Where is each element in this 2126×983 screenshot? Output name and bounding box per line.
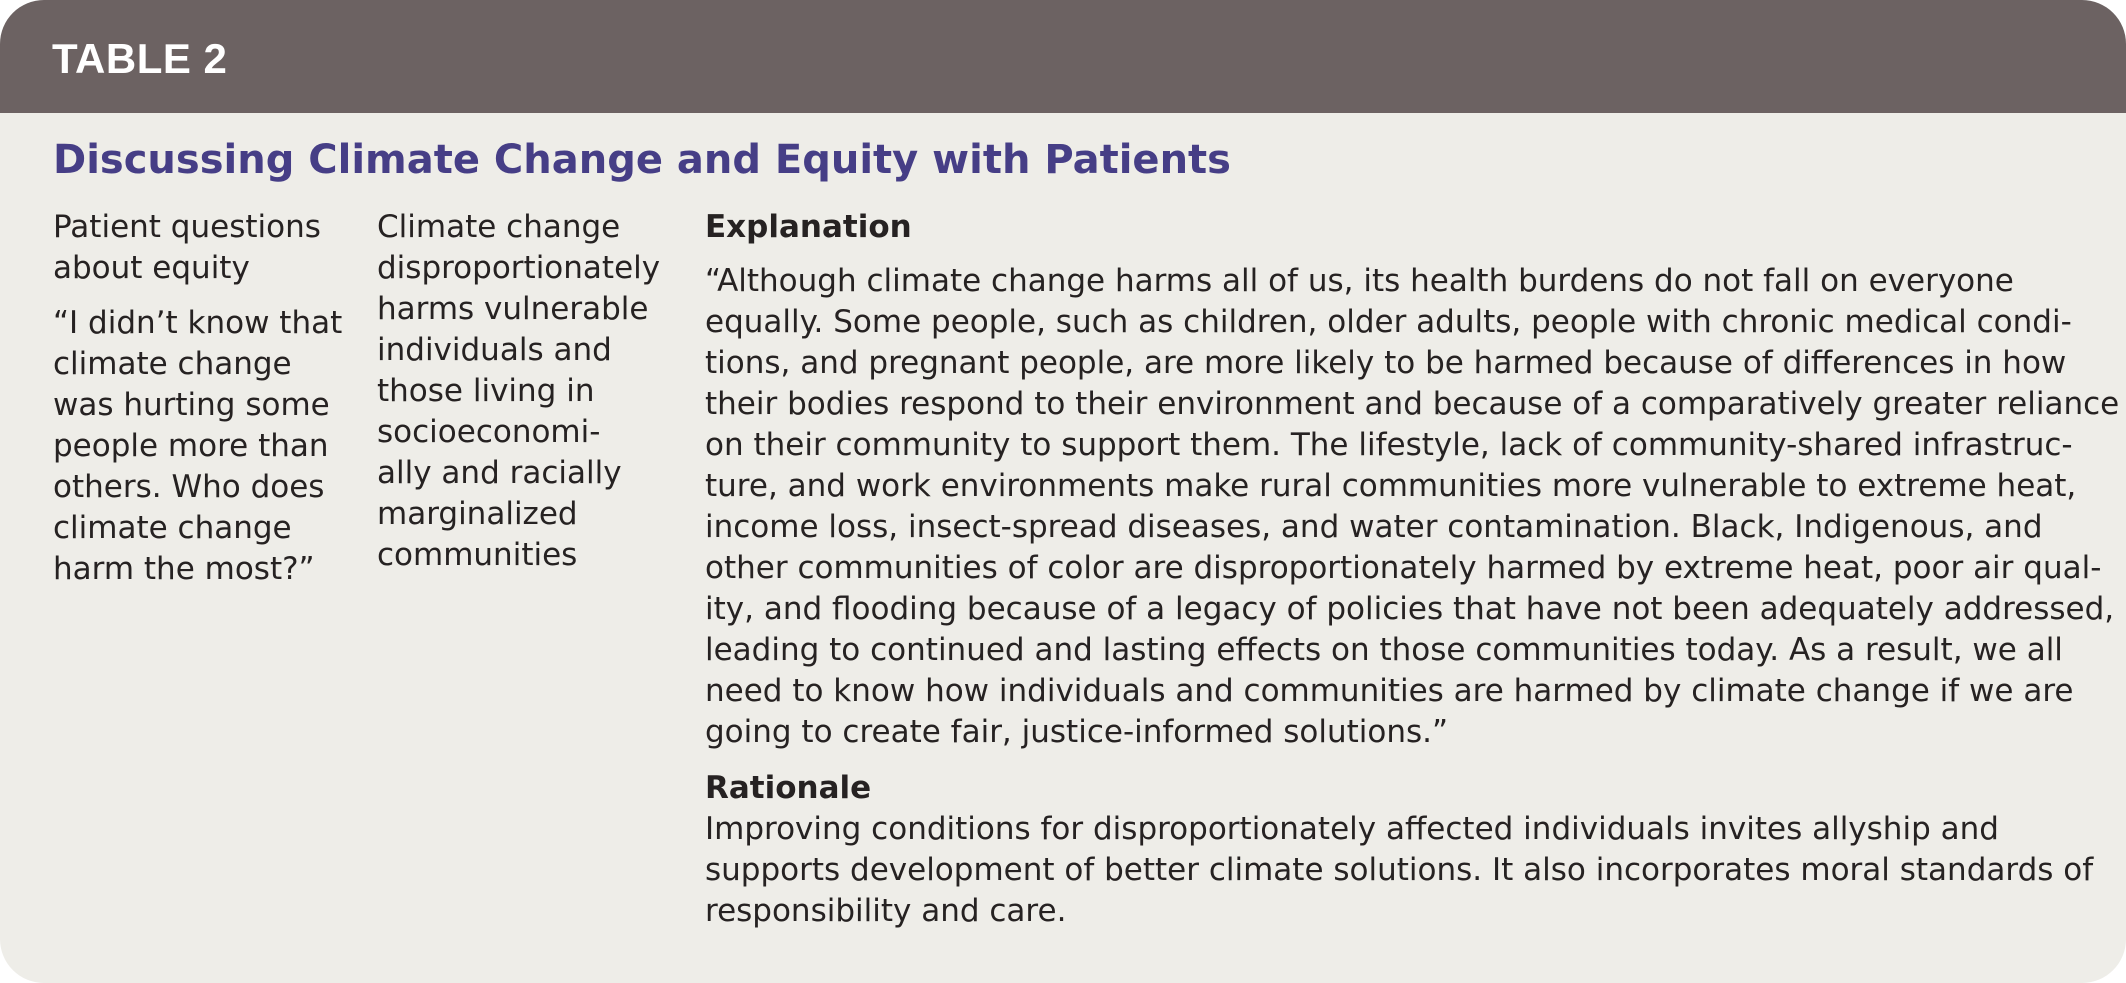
explanation-text <box>705 261 2120 753</box>
question-line: others. Who does <box>53 469 325 505</box>
rationale-text <box>705 809 2105 932</box>
rationale-line: Improving conditions for disproportionately affected individuals invites allyship and <box>705 811 1999 847</box>
key-point-text <box>377 207 677 576</box>
key-point-line: ally and racially <box>377 455 622 491</box>
explanation-line: going to create fair, justice-informed solutions.” <box>705 714 1449 750</box>
question-line: climate change <box>53 510 292 546</box>
explanation-line: tions, and pregnant people, are more likely to be harmed because of differences in how <box>705 345 2067 381</box>
key-point-line: those living in <box>377 373 595 409</box>
explanation-line: equally. Some people, such as children, older adults, people with chronic medical condi- <box>705 304 2072 340</box>
rationale-line: responsibility and care. <box>705 893 1067 929</box>
explanation-line: “Although climate change harms all of us, its health burdens do not fall on everyone <box>705 263 2014 299</box>
rationale-line: supports development of better climate solutions. It also incorporates moral standards of <box>705 852 2094 888</box>
key-point-line: Climate change <box>377 209 621 245</box>
table-title: Discussing Climate Change and Equity with Patients <box>53 137 1231 183</box>
explanation-line: on their community to support them. The lifestyle, lack of community-shared infrastruc- <box>705 427 2073 463</box>
question-line: harm the most?” <box>53 551 315 587</box>
category-line: about equity <box>53 250 250 286</box>
key-point-line: communities <box>377 537 578 573</box>
explanation-heading: Explanation <box>705 209 912 245</box>
column-key-point <box>377 207 677 576</box>
explanation-line: need to know how individuals and communities are harmed by climate change if we are <box>705 673 2074 709</box>
explanation-line: other communities of color are disproportionately harmed by extreme heat, poor air qual- <box>705 550 2102 586</box>
column-category <box>53 207 353 590</box>
column-explanation <box>705 207 2120 932</box>
question-line: “I didn’t know that <box>53 305 343 341</box>
table-header-band <box>0 0 2126 113</box>
patient-question <box>53 303 353 590</box>
question-line: was hurting some <box>53 387 330 423</box>
key-point-line: marginalized <box>377 496 578 532</box>
rationale-heading: Rationale <box>705 770 872 806</box>
question-line: people more than <box>53 428 329 464</box>
explanation-line: ity, and flooding because of a legacy of policies that have not been adequately addressed, <box>705 591 2115 627</box>
key-point-line: harms vulnerable <box>377 291 649 327</box>
explanation-line: leading to continued and lasting effects on those communities today. As a result, we all <box>705 632 2063 668</box>
table-label: TABLE 2 <box>52 35 228 82</box>
key-point-line: disproportionately <box>377 250 661 286</box>
explanation-line: their bodies respond to their environment and because of a comparatively greater reliance <box>705 386 2120 422</box>
category-line: Patient questions <box>53 209 321 245</box>
explanation-line: ture, and work environments make rural communities more vulnerable to extreme heat, <box>705 468 2077 504</box>
question-line: climate change <box>53 346 292 382</box>
category-text <box>53 207 353 289</box>
key-point-line: individuals and <box>377 332 612 368</box>
key-point-line: socioeconomi- <box>377 414 601 450</box>
explanation-line: income loss, insect-spread diseases, and water contamination. Black, Indigenous, and <box>705 509 2043 545</box>
